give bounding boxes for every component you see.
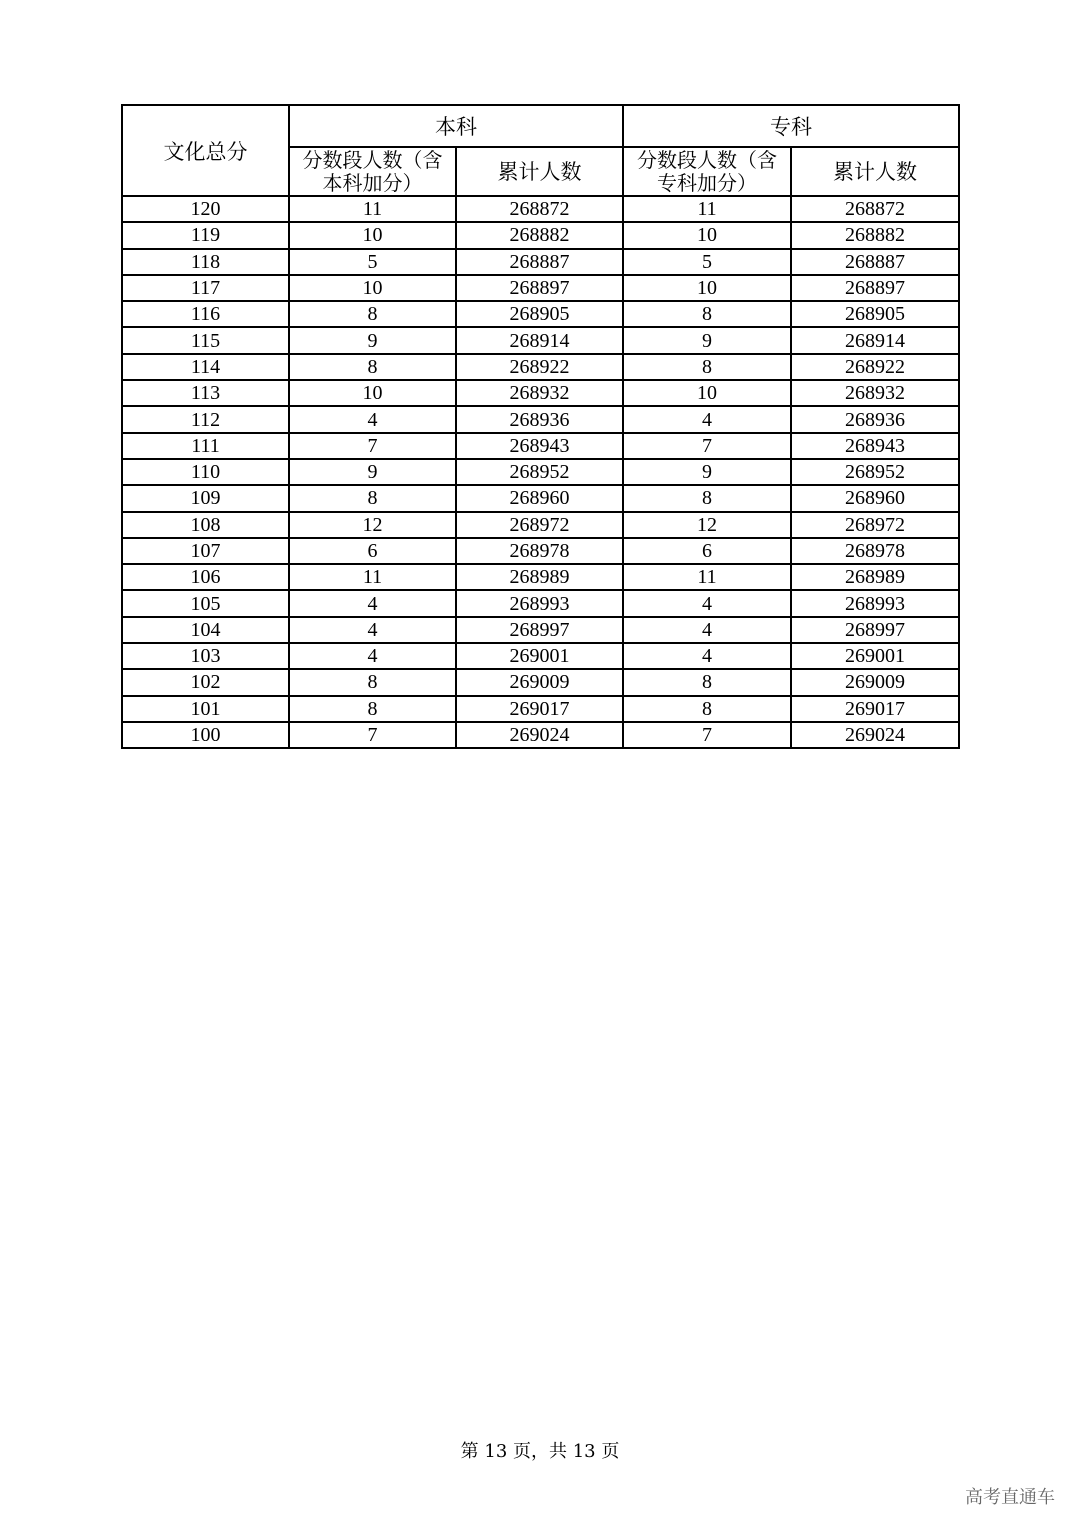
cell-score: 118 <box>122 249 289 275</box>
cell-benke-segment: 4 <box>289 617 456 643</box>
table-row <box>122 354 959 380</box>
cell-zhuanke-segment: 11 <box>623 564 791 590</box>
cell-benke-segment: 8 <box>289 354 456 380</box>
cell-zhuanke-segment: 5 <box>623 249 791 275</box>
cell-benke-cumulative: 268872 <box>456 196 623 222</box>
cell-zhuanke-cumulative: 268972 <box>791 512 959 538</box>
header-benke-segment: 分数段人数（含本科加分） <box>289 147 456 196</box>
table-row <box>122 222 959 248</box>
cell-score: 110 <box>122 459 289 485</box>
cell-benke-segment: 4 <box>289 406 456 432</box>
cell-zhuanke-segment: 8 <box>623 485 791 511</box>
cell-score: 114 <box>122 354 289 380</box>
cell-benke-cumulative: 268972 <box>456 512 623 538</box>
cell-benke-cumulative: 268960 <box>456 485 623 511</box>
watermark-text: 高考直通车 <box>965 1487 1055 1508</box>
cell-benke-cumulative: 268989 <box>456 564 623 590</box>
cell-zhuanke-segment: 4 <box>623 590 791 616</box>
cell-score: 112 <box>122 406 289 432</box>
cell-score: 108 <box>122 512 289 538</box>
cell-benke-cumulative: 268882 <box>456 222 623 248</box>
cell-zhuanke-cumulative: 269024 <box>791 722 959 748</box>
table-row <box>122 327 959 353</box>
cell-benke-cumulative: 268887 <box>456 249 623 275</box>
cell-score: 113 <box>122 380 289 406</box>
table-row <box>122 406 959 432</box>
cell-benke-segment: 9 <box>289 327 456 353</box>
cell-score: 102 <box>122 669 289 695</box>
cell-zhuanke-cumulative: 268997 <box>791 617 959 643</box>
cell-zhuanke-cumulative: 269009 <box>791 669 959 695</box>
table-row <box>122 196 959 222</box>
cell-zhuanke-segment: 8 <box>623 354 791 380</box>
cell-benke-segment: 8 <box>289 696 456 722</box>
cell-benke-segment: 5 <box>289 249 456 275</box>
cell-benke-segment: 4 <box>289 590 456 616</box>
score-distribution-table <box>121 104 960 749</box>
table-row <box>122 433 959 459</box>
cell-benke-cumulative: 268997 <box>456 617 623 643</box>
cell-benke-cumulative: 268905 <box>456 301 623 327</box>
cell-score: 117 <box>122 275 289 301</box>
cell-zhuanke-cumulative: 268943 <box>791 433 959 459</box>
cell-benke-cumulative: 268943 <box>456 433 623 459</box>
table-row <box>122 275 959 301</box>
header-score: 文化总分 <box>122 105 289 196</box>
header-benke-cumulative: 累计人数 <box>456 147 623 196</box>
table-row <box>122 459 959 485</box>
cell-benke-segment: 9 <box>289 459 456 485</box>
cell-zhuanke-cumulative: 268936 <box>791 406 959 432</box>
cell-score: 116 <box>122 301 289 327</box>
cell-zhuanke-cumulative: 268897 <box>791 275 959 301</box>
cell-zhuanke-segment: 9 <box>623 459 791 485</box>
cell-benke-segment: 8 <box>289 301 456 327</box>
cell-benke-segment: 4 <box>289 643 456 669</box>
cell-benke-cumulative: 268978 <box>456 538 623 564</box>
table-row <box>122 696 959 722</box>
cell-zhuanke-segment: 4 <box>623 617 791 643</box>
cell-benke-cumulative: 268936 <box>456 406 623 432</box>
cell-benke-segment: 7 <box>289 433 456 459</box>
cell-benke-cumulative: 268952 <box>456 459 623 485</box>
table-row <box>122 380 959 406</box>
cell-zhuanke-segment: 7 <box>623 433 791 459</box>
cell-zhuanke-segment: 8 <box>623 301 791 327</box>
cell-zhuanke-segment: 8 <box>623 669 791 695</box>
cell-benke-cumulative: 268897 <box>456 275 623 301</box>
table-row <box>122 564 959 590</box>
cell-score: 107 <box>122 538 289 564</box>
table-row <box>122 590 959 616</box>
cell-zhuanke-cumulative: 268914 <box>791 327 959 353</box>
cell-zhuanke-cumulative: 268922 <box>791 354 959 380</box>
table-row <box>122 722 959 748</box>
cell-zhuanke-cumulative: 268882 <box>791 222 959 248</box>
cell-zhuanke-segment: 7 <box>623 722 791 748</box>
table-row <box>122 538 959 564</box>
header-group-zhuanke: 专科 <box>623 105 959 147</box>
table-row <box>122 485 959 511</box>
cell-score: 119 <box>122 222 289 248</box>
header-group-benke: 本科 <box>289 105 623 147</box>
cell-zhuanke-segment: 10 <box>623 222 791 248</box>
cell-benke-cumulative: 269009 <box>456 669 623 695</box>
cell-zhuanke-segment: 4 <box>623 643 791 669</box>
page-footer: 第 13 页，共 13 页 <box>460 1441 620 1462</box>
cell-score: 103 <box>122 643 289 669</box>
cell-benke-segment: 10 <box>289 275 456 301</box>
cell-score: 120 <box>122 196 289 222</box>
cell-benke-cumulative: 269001 <box>456 643 623 669</box>
header-zhuanke-cumulative: 累计人数 <box>791 147 959 196</box>
cell-benke-segment: 8 <box>289 669 456 695</box>
cell-score: 109 <box>122 485 289 511</box>
cell-zhuanke-segment: 9 <box>623 327 791 353</box>
cell-zhuanke-cumulative: 268872 <box>791 196 959 222</box>
cell-zhuanke-segment: 10 <box>623 275 791 301</box>
cell-zhuanke-cumulative: 269017 <box>791 696 959 722</box>
cell-score: 100 <box>122 722 289 748</box>
table-row <box>122 301 959 327</box>
cell-zhuanke-segment: 4 <box>623 406 791 432</box>
cell-score: 115 <box>122 327 289 353</box>
cell-benke-cumulative: 268932 <box>456 380 623 406</box>
cell-benke-segment: 11 <box>289 564 456 590</box>
cell-zhuanke-cumulative: 268932 <box>791 380 959 406</box>
cell-zhuanke-cumulative: 268887 <box>791 249 959 275</box>
cell-benke-segment: 7 <box>289 722 456 748</box>
cell-zhuanke-cumulative: 268978 <box>791 538 959 564</box>
cell-zhuanke-segment: 6 <box>623 538 791 564</box>
cell-score: 101 <box>122 696 289 722</box>
table-row <box>122 512 959 538</box>
cell-zhuanke-cumulative: 268989 <box>791 564 959 590</box>
cell-benke-cumulative: 268922 <box>456 354 623 380</box>
table-row <box>122 669 959 695</box>
table-body <box>122 196 959 748</box>
cell-benke-segment: 10 <box>289 380 456 406</box>
cell-zhuanke-cumulative: 268960 <box>791 485 959 511</box>
cell-benke-segment: 11 <box>289 196 456 222</box>
table-row <box>122 617 959 643</box>
cell-score: 104 <box>122 617 289 643</box>
header-zhuanke-segment: 分数段人数（含专科加分） <box>623 147 791 196</box>
cell-score: 106 <box>122 564 289 590</box>
cell-benke-cumulative: 268914 <box>456 327 623 353</box>
cell-score: 111 <box>122 433 289 459</box>
cell-benke-segment: 10 <box>289 222 456 248</box>
cell-benke-cumulative: 268993 <box>456 590 623 616</box>
cell-score: 105 <box>122 590 289 616</box>
cell-benke-cumulative: 269017 <box>456 696 623 722</box>
cell-zhuanke-segment: 12 <box>623 512 791 538</box>
table-row <box>122 643 959 669</box>
cell-zhuanke-cumulative: 268952 <box>791 459 959 485</box>
cell-zhuanke-segment: 8 <box>623 696 791 722</box>
cell-benke-cumulative: 269024 <box>456 722 623 748</box>
cell-zhuanke-cumulative: 268905 <box>791 301 959 327</box>
cell-benke-segment: 6 <box>289 538 456 564</box>
table-row <box>122 249 959 275</box>
cell-zhuanke-segment: 10 <box>623 380 791 406</box>
cell-benke-segment: 8 <box>289 485 456 511</box>
cell-zhuanke-cumulative: 268993 <box>791 590 959 616</box>
cell-zhuanke-cumulative: 269001 <box>791 643 959 669</box>
cell-benke-segment: 12 <box>289 512 456 538</box>
cell-zhuanke-segment: 11 <box>623 196 791 222</box>
